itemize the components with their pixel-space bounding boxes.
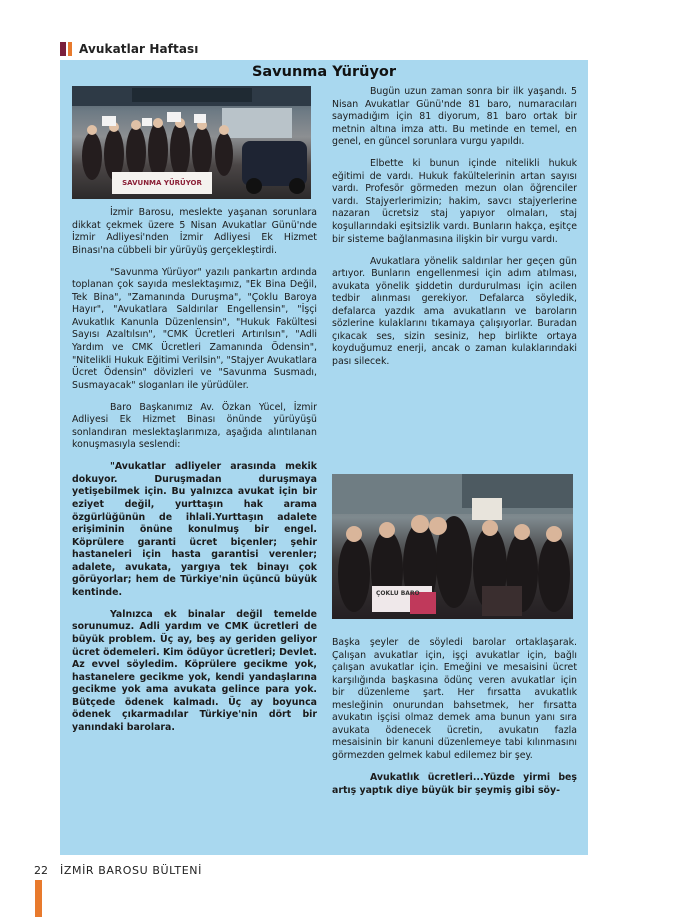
speech-photo — [332, 474, 573, 619]
quote-paragraph: "Avukatlar adliyeler arasında mekik dokuyor. Duruşmadan duruşmaya yetişebilmek için. Bu yalnızca avukat için bir eziyet değil, yurttaşın hak arama özgürlüğünün de ihlali.Yurttaşın adalete erişiminin önüne konulmuş bir engel. Köprülere garanti ücret biçenler; şehir hastaneleri için hasta garantisi verenler; adalete, avukata, yargıya tek binayı çok görüyorlar; hem de Türkiye'nin üçüncü büyük kentinde. — [72, 461, 317, 598]
march-banner-text: SAVUNMA YÜRÜYOR — [122, 179, 202, 187]
quote-paragraph: Yalnızca ek binalar değil temelde sorunumuz. Adli yardım ve CMK ücretleri de büyük problem. Üç ay, beş ay geriden geliyor ücret ödemeleri. Kim ödüyor ücretleri; Devlet. Az evvel söyledim. Köprülere gecikme yok, hastanelere gecikme yok, kendi yandaşlarına gecikme yok ama avukata gelince para yok. Bütçede ödenek kalmadı. Üç ay boyunca ödenek çıkarmadılar Türkiye'nin dört bir yanındaki barolara. — [72, 608, 317, 733]
section-title: Avukatlar Haftası — [79, 42, 199, 56]
paragraph: Elbette ki bunun içinde nitelikli hukuk eğitimi de vardı. Hukuk fakültelerinin artan sayısı vardı. Profesör görmeden mezun olan öğrenciler vardı. Stajyerlerimizin; hakim, savcı stajyerlerine nazaran ücretsiz staj yapıyor olmaları, staj koşullarındaki eşitsizlik vardı. Bunların hakça, eşitçe bir sisteme bağlanmasına ilişkin bir vurgu vardı. — [332, 158, 577, 245]
paragraph: Baro Başkanımız Av. Özkan Yücel, İzmir Adliyesi Ek Hizmet Binası önünde yürüyüşü sonlandıran meslektaşlarımıza, aşağıda alıntılanan konuşmasıyla seslendi: — [72, 401, 317, 451]
accent-bar-orange — [68, 42, 72, 56]
paragraph: Avukatlara yönelik saldırılar her geçen gün artıyor. Bunların engellenmesi için adım atılması, avukata yönelik şiddetin durdurulması için acilen tedbir alınması gerekiyor. Defalarca söyledik, defalarca yazdık ama avukatların ve baroların sözlerine kulaklarını tıkamaya çalışıyorlar. Buradan çıkacak ses, sizin sesiniz, hep birlikte ortaya koyduğumuz enerji, ancak o zaman kulaklarındaki pası silecek. — [332, 255, 577, 367]
paragraph: Bugün uzun zaman sonra bir ilk yaşandı. 5 Nisan Avukatlar Günü'nde 81 baro, numaracıları saymadığım için 81 diyorum, 81 baro ortak bir metnin altına imza attı. Bu metinde en temel, en genel, en güncel sorunlara vurgu yapıldı. — [332, 86, 577, 148]
right-column-top — [332, 86, 577, 378]
publication-title: İZMİR BAROSU BÜLTENİ — [60, 864, 202, 877]
march-photo — [72, 86, 311, 199]
paragraph: "Savunma Yürüyor" yazılı pankartın ardında toplanan çok sayıda meslektaşımız, "Ek Bina Değil, Tek Bina", "Zamanında Duruşma", "Çoklu Baroya Hayır", "Avukatlara Saldırılar Engellensin", "İşçi Avukatlık Kanunla Düzenlensin", "Hukuk Fakültesi Sayısı Azaltılsın", "CMK Ücretleri Artırılsın", "Adli Yardım ve CMK Ücretleri Zamanında Ödensin", "Nitelikli Hukuk Eğitimi Verilsin", "Stajyer Avukatlara Ücret Ödensin" dövizleri ve "Savunma Susmadı, Susmayacak" sloganları ile yürüdüler. — [72, 266, 317, 391]
left-column — [72, 207, 317, 744]
speech-photo-illustration — [332, 474, 573, 619]
section-header — [60, 42, 199, 56]
article-title: Savunma Yürüyor — [251, 64, 397, 80]
right-column-bottom — [332, 637, 577, 807]
speech-banner-text: ÇOKLU BARO — [376, 590, 420, 597]
accent-bar-purple — [60, 42, 66, 56]
footer-accent-bar — [35, 880, 42, 917]
paragraph: İzmir Barosu, meslekte yaşanan sorunlara dikkat çekmek üzere 5 Nisan Avukatlar Günü'nde İzmir Adliyesi'nden İzmir Adliyesi Ek Hizmet Binası'na cübbeli bir yürüyüş gerçekleştirdi. — [72, 207, 317, 256]
paragraph: Başka şeyler de söyledi barolar ortaklaşarak. Çalışan avukatlar için, işçi avukatlar için, bağlı çalışan avukatlar için. Emeğini ve mesaisini ücret karşılığında başkasına ödünç veren avukatlar için bir düzenleme şart. Her fırsatta avukatlık mesleğinin onurundan bahsetmek, her fırsatta avukatın işçisi olmaz demek ama bunun yanı sıra avukata ödenecek ücretin, avukatın fazla mesaisinin bir kanuni düzenlemeye tabi kılınmasını görmezden gelmek kabul edilemez bir şey. — [332, 637, 577, 761]
page-number: 22 — [34, 864, 48, 877]
quote-paragraph: Avukatlık ücretleri...Yüzde yirmi beş artış yaptık diye büyük bir şeymiş gibi söy- — [332, 771, 577, 796]
